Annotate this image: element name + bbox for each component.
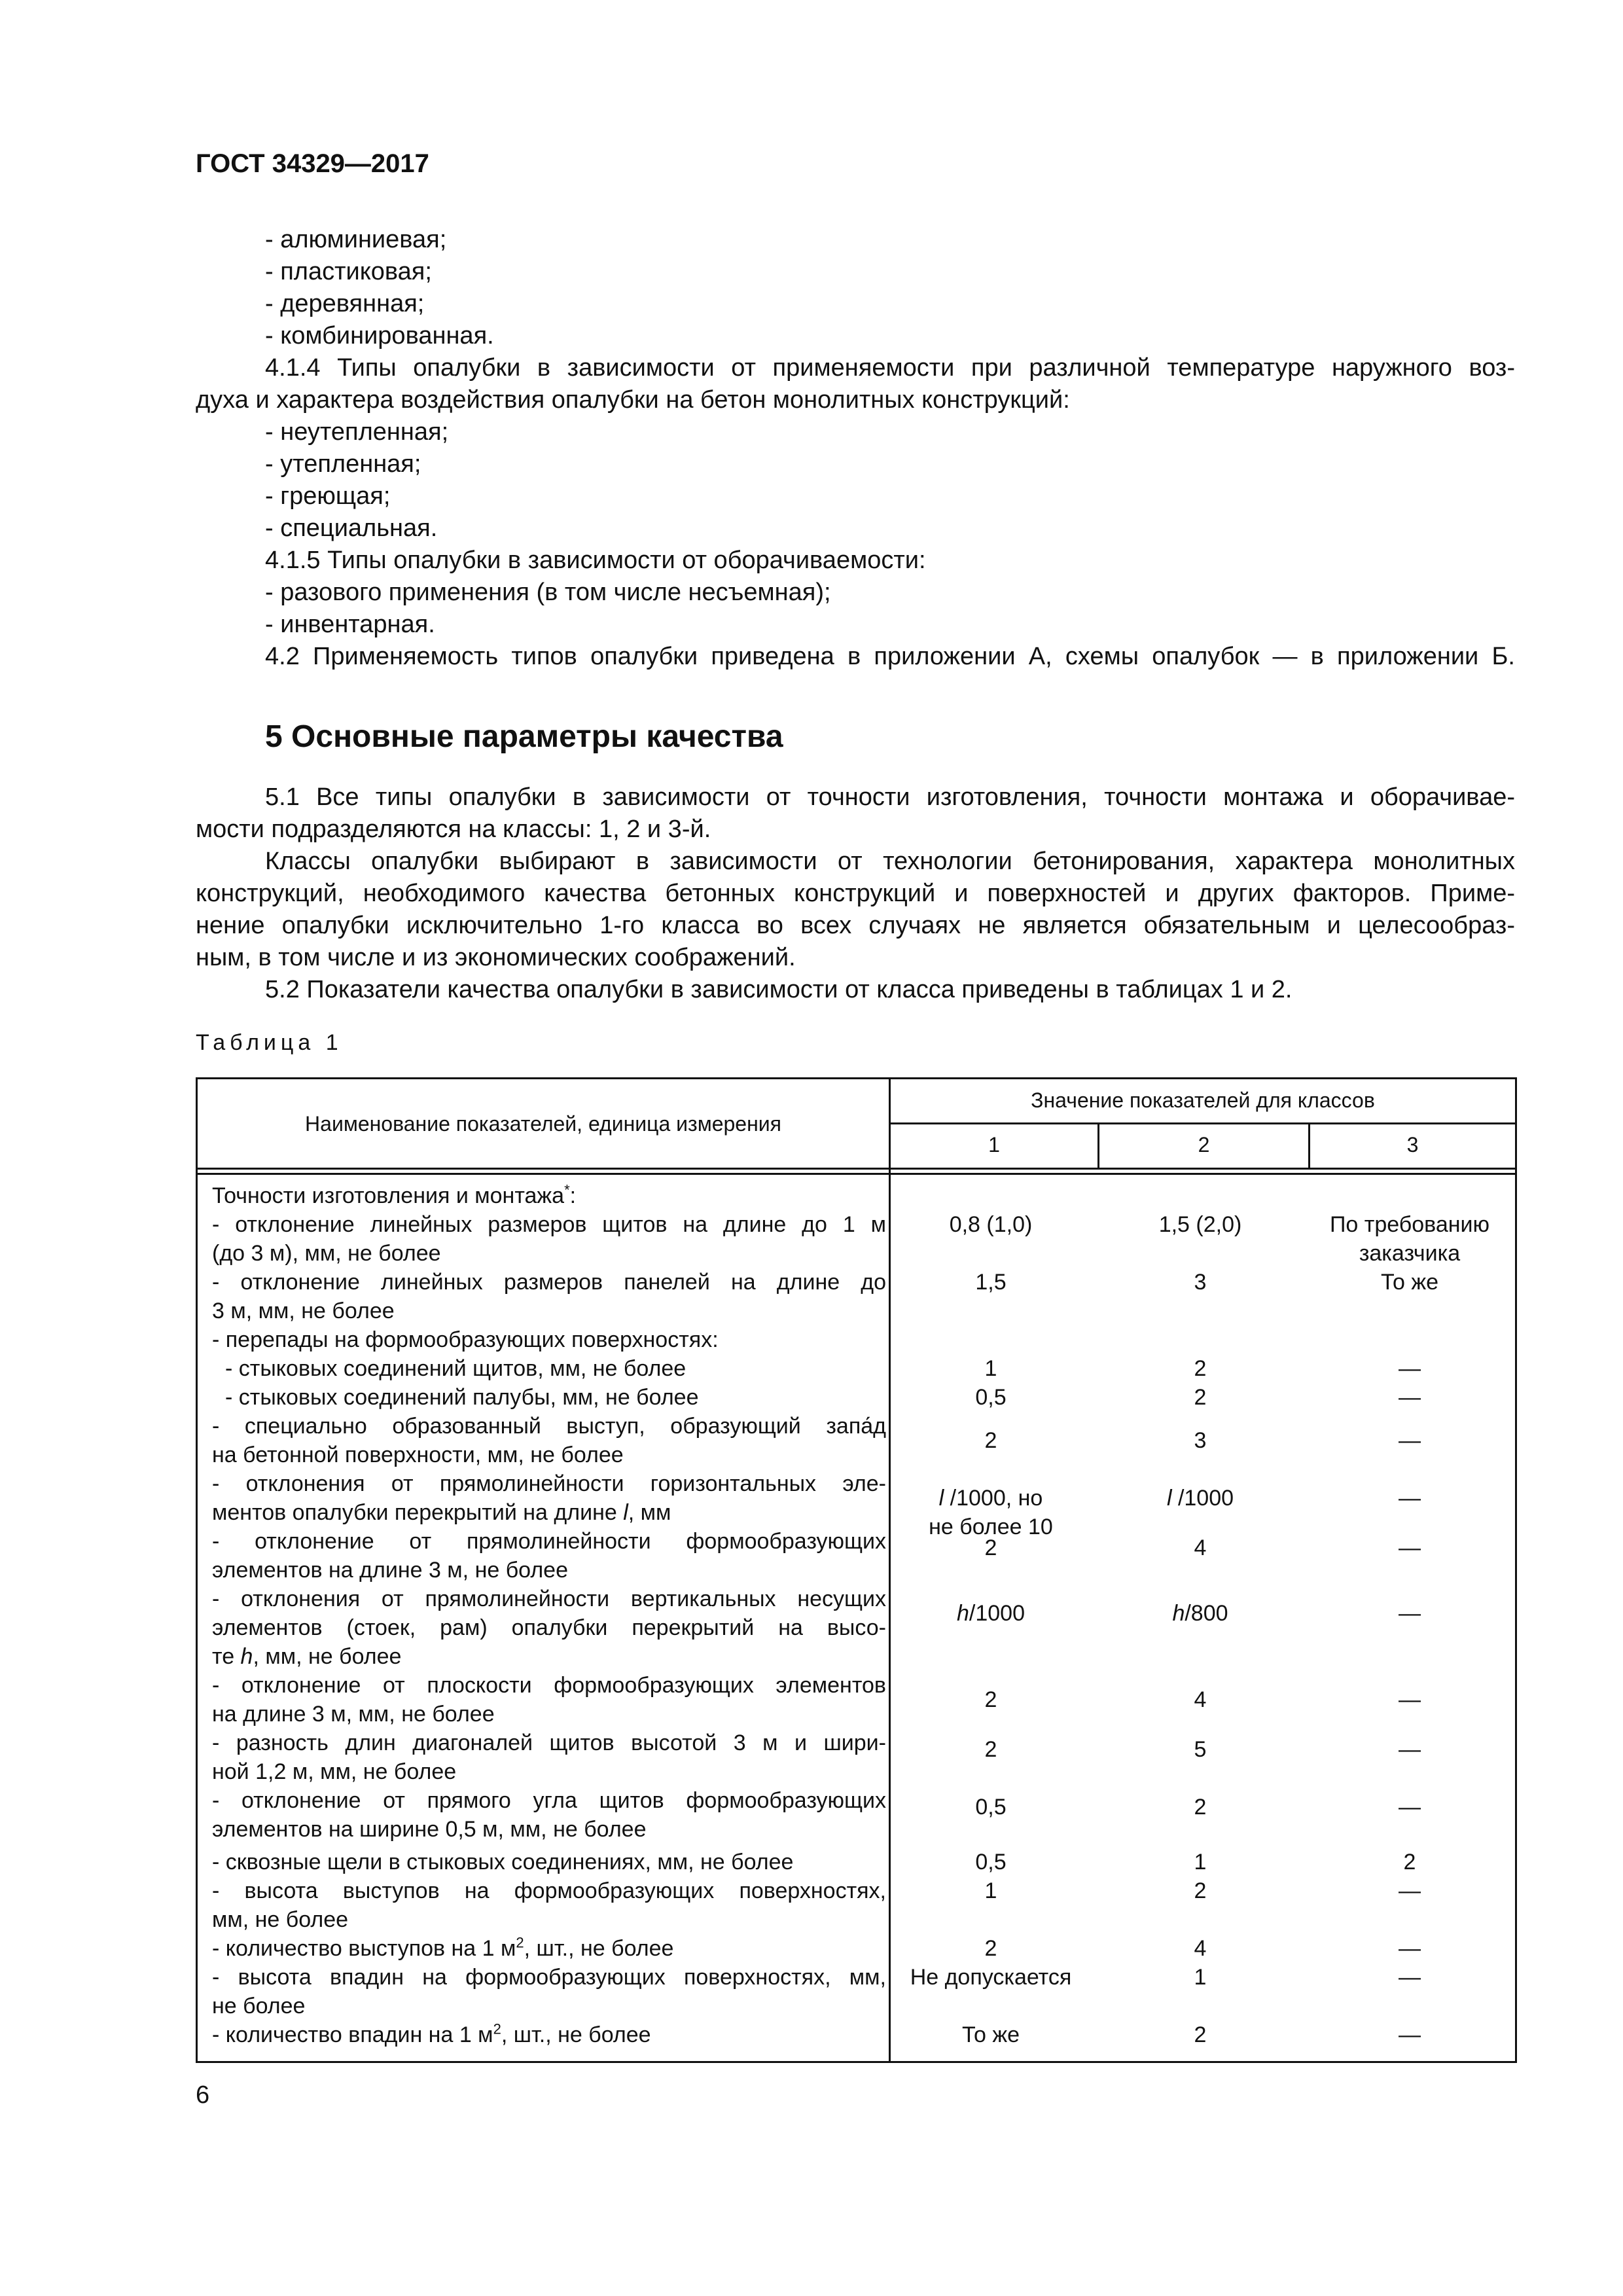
row-name: элементов (стоек, рам) опалубки перекрытий на высо-	[212, 1615, 886, 1640]
value-class-2: 2	[1194, 1356, 1207, 1381]
row-name: - отклонения от прямолинейности вертикальных несущих	[212, 1587, 886, 1611]
row-name: на длине 3 м, мм, не более	[212, 1702, 495, 1727]
value-class-3: —	[1399, 1936, 1421, 1961]
value-class-1: 2	[984, 1687, 997, 1712]
table-row	[198, 1963, 1515, 2020]
list-item: - специальная.	[265, 514, 438, 542]
paragraph-line: 4.2 Применяемость типов опалубки приведена в приложении А, схемы опалубок — в приложении Б.	[265, 643, 1515, 670]
value-class-3: —	[1399, 2022, 1421, 2047]
paragraph-line: конструкций, необходимого качества бетонных конструкций и поверхностей и других факторов. Приме-	[196, 880, 1515, 907]
table-row	[198, 1527, 1515, 1585]
row-name: ной 1,2 м, мм, не более	[212, 1759, 457, 1784]
column-header-name: Наименование показателей, единица измерения	[305, 1112, 781, 1136]
value-class-1: 0,8 (1,0)	[949, 1212, 1033, 1237]
list-item: - неутепленная;	[265, 418, 449, 446]
value-class-3: То же	[1380, 1270, 1439, 1295]
value-class-1: 0,5	[975, 1385, 1007, 1410]
column-header-class-1: 1	[988, 1133, 1000, 1157]
row-name: - отклонение линейных размеров панелей на длине до	[212, 1270, 886, 1295]
table-row	[198, 1354, 1515, 1383]
paragraph-line: нение опалубки исключительно 1-го класса во всех случаях не является обязательным и целесообраз-	[196, 912, 1515, 939]
value-class-1: 2	[984, 1535, 997, 1560]
row-name: , мм	[628, 1500, 671, 1525]
value-class-2: 5	[1194, 1737, 1207, 1762]
row-name: - отклонение от плоскости формообразующих элементов	[212, 1673, 886, 1698]
value-class-1: 2	[984, 1428, 997, 1453]
column-header-class-2: 2	[1198, 1133, 1210, 1157]
row-name: - перепады на формообразующих поверхностях:	[212, 1327, 719, 1352]
table-row	[198, 2020, 1515, 2049]
value-class-3: —	[1399, 1356, 1421, 1381]
row-divider	[198, 1168, 1515, 1170]
value-class-3: —	[1399, 1795, 1421, 1820]
table-row	[198, 1469, 1515, 1539]
table-caption: Таблица 1	[196, 1030, 343, 1055]
variable-l: l	[938, 1486, 944, 1511]
list-item: - греющая;	[265, 482, 391, 510]
value-class-3: —	[1399, 1687, 1421, 1712]
list-item: - разового применения (в том числе несъемная);	[265, 579, 831, 606]
value-class-1: Не допускается	[910, 1965, 1072, 1990]
variable-h: h	[1172, 1601, 1185, 1626]
table-row	[198, 1325, 1515, 1354]
value-class-2: 4	[1194, 1936, 1207, 1961]
row-name: - стыковых соединений палубы, мм, не более	[225, 1385, 699, 1410]
value-class-2: 1,5 (2,0)	[1158, 1212, 1242, 1237]
row-name: (до 3 м), мм, не более	[212, 1241, 441, 1266]
column-header-class-3: 3	[1406, 1133, 1419, 1157]
superscript: 2	[493, 2020, 501, 2037]
value-class-3: 2	[1403, 1850, 1416, 1874]
paragraph-line: 5.2 Показатели качества опалубки в зависимости от класса приведены в таблицах 1 и 2.	[265, 976, 1293, 1003]
row-divider	[889, 1122, 1515, 1124]
row-name: элементов на длине 3 м, не более	[212, 1558, 568, 1583]
list-item: - деревянная;	[265, 290, 425, 317]
value-class-2: 2	[1194, 1878, 1207, 1903]
paragraph-line: мости подразделяются на классы: 1, 2 и 3-й.	[196, 816, 711, 843]
value-class-3: По требованию	[1329, 1212, 1490, 1237]
group-title	[212, 1181, 886, 1210]
value-class-3: —	[1399, 1385, 1421, 1410]
value-class-3: —	[1399, 1737, 1421, 1762]
table-row	[198, 1876, 1515, 1934]
value-class-2: 2	[1194, 1795, 1207, 1820]
group-title-colon: :	[569, 1183, 577, 1208]
value-class-1-cont: не более 10	[929, 1515, 1053, 1539]
paragraph-line: ным, в том числе и из экономических соображений.	[196, 944, 796, 971]
list-item: - инвентарная.	[265, 611, 435, 638]
value-class-2: 3	[1194, 1270, 1207, 1295]
row-name: - количество впадин на 1 м	[212, 2022, 493, 2047]
table-row	[198, 1585, 1515, 1671]
table-row	[198, 1383, 1515, 1412]
row-name: - отклонение от прямого угла щитов формообразующих	[212, 1788, 886, 1813]
list-item: - пластиковая;	[265, 258, 432, 285]
value-class-3-cont: заказчика	[1359, 1241, 1461, 1266]
value-class-2: 2	[1194, 1385, 1207, 1410]
value-class-1: То же	[961, 2022, 1020, 2047]
variable-l: l	[623, 1500, 628, 1525]
row-name: - отклонение линейных размеров щитов на длине до 1 м	[212, 1212, 886, 1237]
variable-h: h	[956, 1601, 969, 1626]
row-name: ментов опалубки перекрытий на длине	[212, 1500, 624, 1525]
value-class-2: 1	[1194, 1965, 1207, 1990]
value-class-1: /1000	[969, 1601, 1025, 1626]
value-class-2: /1000	[1177, 1486, 1234, 1511]
body-text	[196, 224, 1515, 673]
table-row	[198, 1729, 1515, 1786]
section-heading: 5 Основные параметры качества	[265, 719, 783, 754]
value-class-1: 2	[984, 1737, 997, 1762]
table-1	[196, 1077, 1517, 2063]
paragraph-line: 5.1 Все типы опалубки в зависимости от точности изготовления, точности монтажа и оборачивае-	[265, 783, 1515, 811]
row-name: , шт., не более	[524, 1936, 674, 1961]
list-item: - алюминиевая;	[265, 226, 447, 253]
table-row	[198, 1268, 1515, 1325]
value-class-1: 1	[984, 1356, 997, 1381]
table-row	[198, 1786, 1515, 1844]
paragraph-line: духа и характера воздействия опалубки на бетон монолитных конструкций:	[196, 386, 1070, 414]
row-name: элементов на ширине 0,5 м, мм, не более	[212, 1817, 647, 1842]
value-class-3: —	[1399, 1601, 1421, 1626]
list-item: - утепленная;	[265, 450, 421, 478]
row-name: , шт., не более	[501, 2022, 651, 2047]
value-class-1: 1,5	[975, 1270, 1007, 1295]
row-name: - стыковых соединений щитов, мм, не более	[225, 1356, 687, 1381]
value-class-2: 3	[1194, 1428, 1207, 1453]
page-number: 6	[196, 2081, 210, 2109]
superscript: 2	[516, 1934, 524, 1951]
footnote-mark: *	[564, 1181, 570, 1198]
row-name: - количество выступов на 1 м	[212, 1936, 516, 1961]
row-name: - сквозные щели в стыковых соединениях, мм, не более	[212, 1850, 794, 1874]
value-class-3: —	[1399, 1486, 1421, 1511]
list-item: - комбинированная.	[265, 322, 494, 350]
row-name: те	[212, 1644, 241, 1669]
value-class-3: —	[1399, 1428, 1421, 1453]
row-divider	[198, 1173, 1515, 1175]
table-row	[198, 1210, 1515, 1268]
value-class-3: —	[1399, 1965, 1421, 1990]
table-row	[198, 1412, 1515, 1469]
value-class-1: 0,5	[975, 1795, 1007, 1820]
column-header-values: Значение показателей для классов	[1031, 1088, 1375, 1112]
table-row	[198, 1181, 1515, 1210]
table-row	[198, 1934, 1515, 1963]
document-header: ГОСТ 34329—2017	[196, 149, 429, 178]
value-class-2: 4	[1194, 1535, 1207, 1560]
value-class-1: 1	[984, 1878, 997, 1903]
row-name: - высота впадин на формообразующих поверхностях, мм,	[212, 1965, 886, 1990]
row-name: , мм, не более	[253, 1644, 402, 1669]
value-class-2: /800	[1185, 1601, 1228, 1626]
value-class-2: 4	[1194, 1687, 1207, 1712]
row-name: - специально образованный выступ, образующий запа́д	[212, 1414, 886, 1439]
group-title-text: Точности изготовления и монтажа	[212, 1183, 565, 1208]
value-class-2: 2	[1194, 2022, 1207, 2047]
paragraph-line: 4.1.5 Типы опалубки в зависимости от оборачиваемости:	[265, 547, 926, 574]
table-body	[198, 1181, 1515, 2049]
value-class-1: 2	[984, 1936, 997, 1961]
row-name: не более	[212, 1994, 306, 2018]
value-class-1: /1000, но	[950, 1486, 1043, 1511]
table-row	[198, 1671, 1515, 1729]
row-name: 3 м, мм, не более	[212, 1299, 395, 1323]
value-class-3: —	[1399, 1535, 1421, 1560]
value-class-2: 1	[1194, 1850, 1207, 1874]
value-class-3: —	[1399, 1878, 1421, 1903]
value-class-1: 0,5	[975, 1850, 1007, 1874]
variable-l: l	[1166, 1486, 1172, 1511]
row-name: - разность длин диагоналей щитов высотой 3 м и шири-	[212, 1731, 886, 1755]
row-name: - отклонения от прямолинейности горизонтальных эле-	[212, 1471, 886, 1496]
row-name: - отклонение от прямолинейности формообразующих	[212, 1529, 886, 1554]
table-row	[198, 1848, 1515, 1876]
paragraph-line: Классы опалубки выбирают в зависимости от технологии бетонирования, характера монолитных	[265, 848, 1515, 875]
row-name: на бетонной поверхности, мм, не более	[212, 1443, 624, 1467]
section-text	[196, 781, 1515, 1006]
row-name: - высота выступов на формообразующих поверхностях,	[212, 1878, 886, 1903]
paragraph-line: 4.1.4 Типы опалубки в зависимости от применяемости при различной температуре наружного воз-	[265, 354, 1515, 382]
variable-h: h	[240, 1644, 253, 1669]
row-name: мм, не более	[212, 1907, 349, 1932]
